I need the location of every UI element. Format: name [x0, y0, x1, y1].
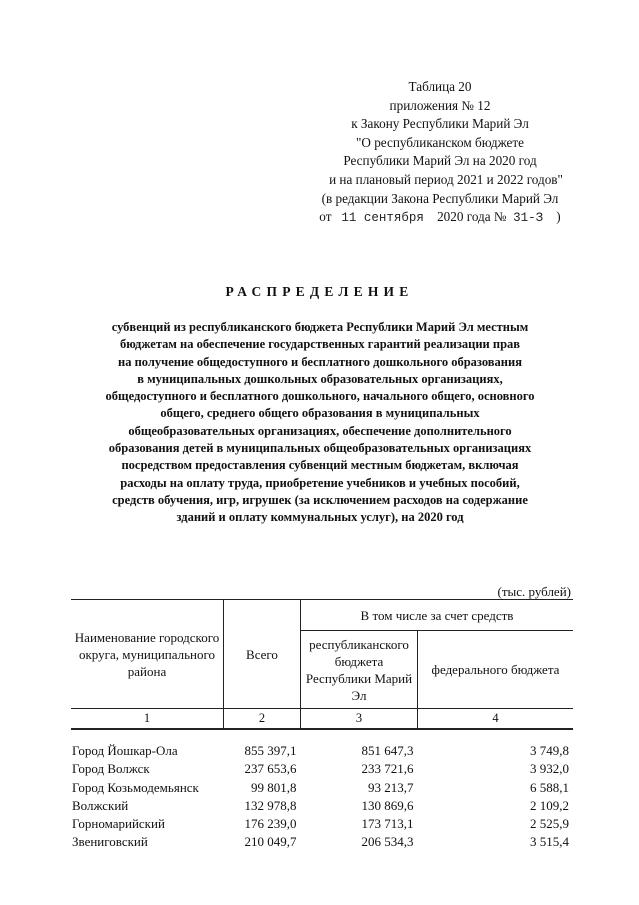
row-name: Горномарийский	[72, 816, 165, 832]
subtitle-line: субвенций из республиканского бюджета Республики Марий Эл местным	[111, 320, 529, 334]
row-total: 210 049,7	[244, 834, 297, 850]
row-name: Звениговский	[72, 834, 148, 850]
row-republican: 173 713,1	[361, 816, 414, 832]
subtitle-line: средств обучения, игр, игрушек (за исключением расходов на содержание	[112, 492, 528, 507]
subtitle-line: общедоступного и бесплатного дошкольного, начального общего, основного	[105, 389, 535, 404]
col-number: 1	[71, 709, 224, 730]
table-row	[71, 797, 573, 815]
header-line: к Закону Республики Марий Эл	[351, 116, 529, 132]
row-republican: 851 647,3	[361, 743, 414, 758]
col-number: 4	[418, 709, 574, 730]
header-line: (в редакции Закона Республики Марий Эл	[321, 190, 559, 206]
subtitle-line: в муниципальных дошкольных образовательных организациях,	[137, 371, 503, 386]
row-federal: 6 588,1	[530, 779, 569, 795]
row-federal: 3 515,4	[530, 834, 569, 850]
header-middle: 2020 года №	[437, 209, 507, 225]
col-header-group: В том числе за счет средств	[301, 600, 574, 631]
header-suffix: )	[556, 209, 561, 225]
table-row	[71, 815, 573, 833]
subtitle-line: зданий и оплату коммунальных услуг), на 2020 год	[176, 510, 464, 525]
law-reference-header	[300, 78, 580, 228]
subtitle-line: образования детей в муниципальных общеобразовательных организациях	[108, 441, 532, 456]
col-number: 2	[224, 709, 301, 730]
row-total: 855 397,1	[244, 743, 297, 758]
header-line: и на плановый период 2021 и 2022 годов"	[329, 171, 563, 187]
row-name: Город Йошкар-Ола	[72, 743, 178, 758]
row-federal: 3 932,0	[530, 761, 569, 777]
row-total: 99 801,8	[251, 779, 297, 795]
document-title: РАСПРЕДЕЛЕНИЕ	[225, 284, 414, 299]
header-line: "О республиканском бюджете	[355, 134, 525, 150]
row-total: 176 239,0	[244, 816, 297, 832]
table-row	[71, 760, 573, 778]
row-total: 237 653,6	[244, 761, 297, 777]
subtitle-line: на получение общедоступного и бесплатного дошкольного образования	[118, 354, 522, 369]
table-row	[71, 742, 573, 760]
row-federal: 2 109,2	[530, 797, 569, 813]
handwritten-number: 31-З	[513, 211, 544, 226]
col-header-name: Наименование городского округа, муниципального района	[71, 600, 224, 709]
subtitle-line: общего, среднего общего образования в муниципальных	[160, 406, 480, 421]
header-prefix: от	[319, 209, 332, 225]
header-line: Таблица 20	[408, 79, 472, 94]
subtitle-line: посредством предоставления субвенций местным бюджетам, включая	[121, 458, 519, 473]
header-line: приложения № 12	[389, 97, 491, 113]
row-name: Город Козьмодемьянск	[72, 779, 199, 795]
col-header-total: Всего	[224, 600, 301, 709]
row-name: Волжский	[72, 797, 129, 813]
col-header-federal: федерального бюджета	[418, 631, 574, 709]
row-name: Город Волжск	[72, 761, 150, 777]
row-republican: 233 721,6	[361, 761, 414, 777]
col-number: 3	[301, 709, 418, 730]
row-republican: 93 213,7	[368, 779, 414, 795]
row-republican: 206 534,3	[361, 834, 414, 850]
subtitle-line: расходы на оплату труда, приобретение учебников и учебных пособий,	[120, 475, 520, 490]
col-header-republican: республиканского бюджета Республики Марий Эл	[301, 631, 418, 709]
header-line: Республики Марий Эл на 2020 год	[343, 153, 537, 169]
subvention-table	[71, 599, 573, 852]
row-republican: 130 869,6	[361, 797, 414, 813]
units-label: (тыс. рублей)	[497, 584, 571, 599]
header-amendment-line	[300, 208, 580, 228]
handwritten-date: 11 сентября	[341, 211, 424, 226]
subtitle-line: бюджетам на обеспечение государственных гарантий реализации прав	[119, 337, 521, 352]
subtitle-line: общеобразовательных организациях, обеспечение дополнительного	[128, 423, 512, 438]
table-row	[71, 779, 573, 797]
row-total: 132 978,8	[244, 797, 297, 813]
table-row	[71, 833, 573, 851]
row-federal: 2 525,9	[530, 816, 569, 832]
document-subtitle	[60, 319, 580, 527]
row-federal: 3 749,8	[530, 743, 569, 758]
